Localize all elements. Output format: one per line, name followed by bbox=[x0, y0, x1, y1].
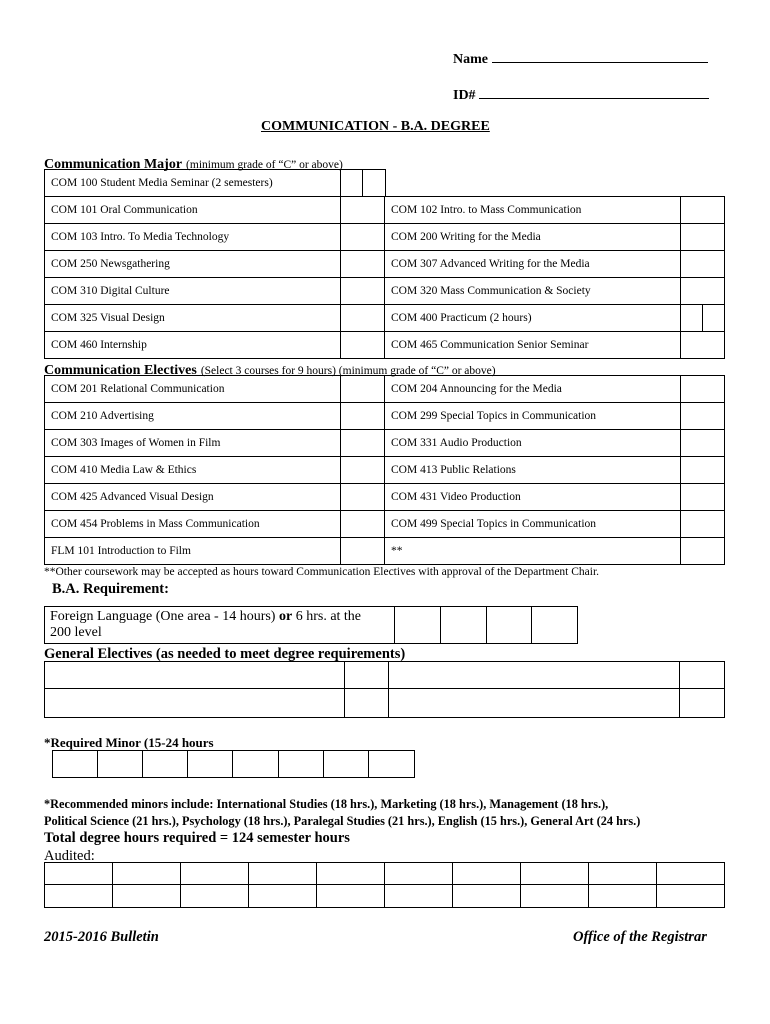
table-row bbox=[45, 430, 725, 457]
course-cell: COM 425 Advanced Visual Design bbox=[45, 484, 341, 511]
grade-box[interactable] bbox=[441, 607, 487, 644]
course-cell: ** bbox=[385, 538, 681, 565]
audit-box[interactable] bbox=[249, 863, 317, 885]
grade-box[interactable] bbox=[681, 197, 725, 224]
electives-heading: Communication Electives bbox=[44, 363, 197, 378]
major-table bbox=[44, 196, 725, 359]
audit-box[interactable] bbox=[657, 863, 725, 885]
audit-box[interactable] bbox=[181, 885, 249, 908]
audit-box[interactable] bbox=[657, 885, 725, 908]
audit-box[interactable] bbox=[45, 863, 113, 885]
table-row bbox=[45, 689, 725, 718]
grade-box[interactable] bbox=[532, 607, 578, 644]
fl-or: or bbox=[278, 609, 293, 624]
course-cell: COM 303 Images of Women in Film bbox=[45, 430, 341, 457]
audit-box[interactable] bbox=[45, 885, 113, 908]
audit-box[interactable] bbox=[385, 863, 453, 885]
grade-box[interactable] bbox=[341, 332, 385, 359]
fl-text-2: 6 hrs. at the bbox=[295, 609, 362, 624]
audit-table bbox=[44, 862, 725, 908]
table-row bbox=[45, 607, 578, 644]
grade-box[interactable] bbox=[341, 430, 385, 457]
audit-box[interactable] bbox=[249, 885, 317, 908]
grade-box[interactable] bbox=[363, 170, 386, 197]
course-cell: COM 325 Visual Design bbox=[45, 305, 341, 332]
bulletin-year: 2015-2016 Bulletin bbox=[44, 929, 159, 945]
minor-box[interactable] bbox=[98, 751, 143, 778]
audit-box[interactable] bbox=[521, 863, 589, 885]
minor-box[interactable] bbox=[143, 751, 188, 778]
minor-table bbox=[52, 750, 415, 778]
table-row bbox=[45, 278, 725, 305]
table-row bbox=[45, 457, 725, 484]
grade-box[interactable] bbox=[345, 689, 389, 718]
ba-table bbox=[44, 606, 578, 644]
entry-cell[interactable] bbox=[389, 662, 680, 689]
audit-box[interactable] bbox=[589, 885, 657, 908]
id-row bbox=[453, 84, 709, 104]
course-cell: COM 400 Practicum (2 hours) bbox=[385, 305, 681, 332]
table-row bbox=[45, 662, 725, 689]
total-hours: Total degree hours required = 124 semester hours bbox=[44, 830, 350, 846]
audit-box[interactable] bbox=[317, 885, 385, 908]
course-cell: COM 320 Mass Communication & Society bbox=[385, 278, 681, 305]
course-cell: FLM 101 Introduction to Film bbox=[45, 538, 341, 565]
table-row bbox=[45, 197, 725, 224]
minor-box[interactable] bbox=[188, 751, 233, 778]
course-cell: COM 413 Public Relations bbox=[385, 457, 681, 484]
name-row bbox=[453, 48, 708, 68]
minor-box[interactable] bbox=[369, 751, 415, 778]
table-row bbox=[45, 170, 386, 197]
grade-box[interactable] bbox=[681, 305, 725, 332]
id-field[interactable] bbox=[479, 84, 709, 99]
course-cell: COM 499 Special Topics in Communication bbox=[385, 511, 681, 538]
table-row bbox=[45, 863, 725, 885]
grade-box[interactable] bbox=[341, 484, 385, 511]
grade-box[interactable] bbox=[345, 662, 389, 689]
audit-box[interactable] bbox=[453, 885, 521, 908]
grade-box[interactable] bbox=[395, 607, 441, 644]
course-cell: COM 210 Advertising bbox=[45, 403, 341, 430]
minor-box[interactable] bbox=[233, 751, 279, 778]
table-row bbox=[45, 403, 725, 430]
recommended-minors-line2: Political Science (21 hrs.), Psychology (18 hrs.), Paralegal Studies (21 hrs.), English (15 hrs.), General Art (24 hrs.) bbox=[44, 814, 641, 828]
minor-box[interactable] bbox=[324, 751, 369, 778]
course-cell: COM 250 Newsgathering bbox=[45, 251, 341, 278]
grade-box[interactable] bbox=[487, 607, 532, 644]
grade-box[interactable] bbox=[341, 305, 385, 332]
grade-box[interactable] bbox=[341, 457, 385, 484]
audit-box[interactable] bbox=[113, 863, 181, 885]
audit-box[interactable] bbox=[589, 863, 657, 885]
major-note: (minimum grade of “C” or above) bbox=[186, 159, 343, 171]
grade-box[interactable] bbox=[680, 689, 725, 718]
course-cell: COM 200 Writing for the Media bbox=[385, 224, 681, 251]
course-cell: COM 431 Video Production bbox=[385, 484, 681, 511]
grade-box[interactable] bbox=[681, 376, 725, 403]
grade-box[interactable] bbox=[341, 538, 385, 565]
course-cell: COM 103 Intro. To Media Technology bbox=[45, 224, 341, 251]
table-row bbox=[45, 305, 725, 332]
audited-label: Audited: bbox=[44, 848, 95, 864]
grade-box[interactable] bbox=[681, 430, 725, 457]
course-cell: COM 331 Audio Production bbox=[385, 430, 681, 457]
course-cell: COM 101 Oral Communication bbox=[45, 197, 341, 224]
audit-box[interactable] bbox=[113, 885, 181, 908]
grade-box[interactable] bbox=[341, 224, 385, 251]
grade-box[interactable] bbox=[341, 403, 385, 430]
electives-table bbox=[44, 375, 725, 565]
table-row bbox=[45, 511, 725, 538]
course-cell: COM 465 Communication Senior Seminar bbox=[385, 332, 681, 359]
course-cell: COM 307 Advanced Writing for the Media bbox=[385, 251, 681, 278]
table-row bbox=[45, 376, 725, 403]
course-cell: COM 310 Digital Culture bbox=[45, 278, 341, 305]
table-row bbox=[45, 885, 725, 908]
grade-box[interactable] bbox=[681, 484, 725, 511]
grade-box[interactable] bbox=[681, 224, 725, 251]
audit-box[interactable] bbox=[385, 885, 453, 908]
course-cell: COM 204 Announcing for the Media bbox=[385, 376, 681, 403]
grade-box[interactable] bbox=[681, 251, 725, 278]
entry-cell[interactable] bbox=[45, 662, 345, 689]
recommended-minors-line1: *Recommended minors include: International Studies (18 hrs.), Marketing (18 hrs.), Management (18 hrs.), bbox=[44, 797, 609, 811]
course-cell: COM 201 Relational Communication bbox=[45, 376, 341, 403]
box-divider bbox=[702, 305, 703, 331]
general-heading: General Electives (as needed to meet degree requirements) bbox=[44, 646, 406, 662]
grade-box[interactable] bbox=[681, 403, 725, 430]
grade-box[interactable] bbox=[341, 376, 385, 403]
registrar-label: Office of the Registrar bbox=[573, 929, 707, 945]
audit-box[interactable] bbox=[453, 863, 521, 885]
minor-box[interactable] bbox=[279, 751, 324, 778]
electives-footnote: **Other coursework may be accepted as hours toward Communication Electives with approval of the Department Chair. bbox=[44, 566, 600, 578]
fl-text-3: 200 level bbox=[50, 625, 102, 640]
grade-box[interactable] bbox=[680, 662, 725, 689]
course-cell: COM 299 Special Topics in Communication bbox=[385, 403, 681, 430]
course-cell: COM 410 Media Law & Ethics bbox=[45, 457, 341, 484]
table-row bbox=[45, 538, 725, 565]
table-row bbox=[45, 484, 725, 511]
course-cell: COM 100 Student Media Seminar (2 semesters) bbox=[45, 170, 341, 197]
fl-text: Foreign Language (One area - 14 hours) bbox=[50, 609, 276, 624]
grade-box[interactable] bbox=[341, 278, 385, 305]
name-field[interactable] bbox=[492, 48, 708, 63]
electives-note: (Select 3 courses for 9 hours) (minimum grade of “C” or above) bbox=[200, 365, 496, 377]
grade-box[interactable] bbox=[681, 457, 725, 484]
general-table bbox=[44, 661, 725, 718]
grade-box[interactable] bbox=[681, 278, 725, 305]
minor-heading: *Required Minor (15-24 hours bbox=[44, 735, 214, 750]
table-row bbox=[53, 751, 415, 778]
course-cell: COM 102 Intro. to Mass Communication bbox=[385, 197, 681, 224]
foreign-language-cell bbox=[45, 607, 395, 644]
grade-box[interactable] bbox=[341, 197, 385, 224]
grade-box[interactable] bbox=[341, 511, 385, 538]
seminar-table bbox=[44, 169, 386, 197]
page-title: COMMUNICATION - B.A. DEGREE bbox=[261, 119, 490, 134]
ba-heading: B.A. Requirement: bbox=[52, 581, 169, 597]
course-cell: COM 454 Problems in Mass Communication bbox=[45, 511, 341, 538]
name-label: Name bbox=[453, 52, 488, 67]
table-row bbox=[45, 251, 725, 278]
table-row bbox=[45, 224, 725, 251]
major-heading: Communication Major bbox=[44, 157, 183, 172]
grade-box[interactable] bbox=[681, 332, 725, 359]
entry-cell[interactable] bbox=[389, 689, 680, 718]
course-cell: COM 460 Internship bbox=[45, 332, 341, 359]
audit-box[interactable] bbox=[521, 885, 589, 908]
id-label: ID# bbox=[453, 88, 476, 103]
grade-box[interactable] bbox=[681, 538, 725, 565]
grade-box[interactable] bbox=[341, 251, 385, 278]
table-row bbox=[45, 332, 725, 359]
entry-cell[interactable] bbox=[45, 689, 345, 718]
audit-box[interactable] bbox=[181, 863, 249, 885]
grade-box[interactable] bbox=[681, 511, 725, 538]
grade-box[interactable] bbox=[341, 170, 363, 197]
minor-box[interactable] bbox=[53, 751, 98, 778]
audit-box[interactable] bbox=[317, 863, 385, 885]
